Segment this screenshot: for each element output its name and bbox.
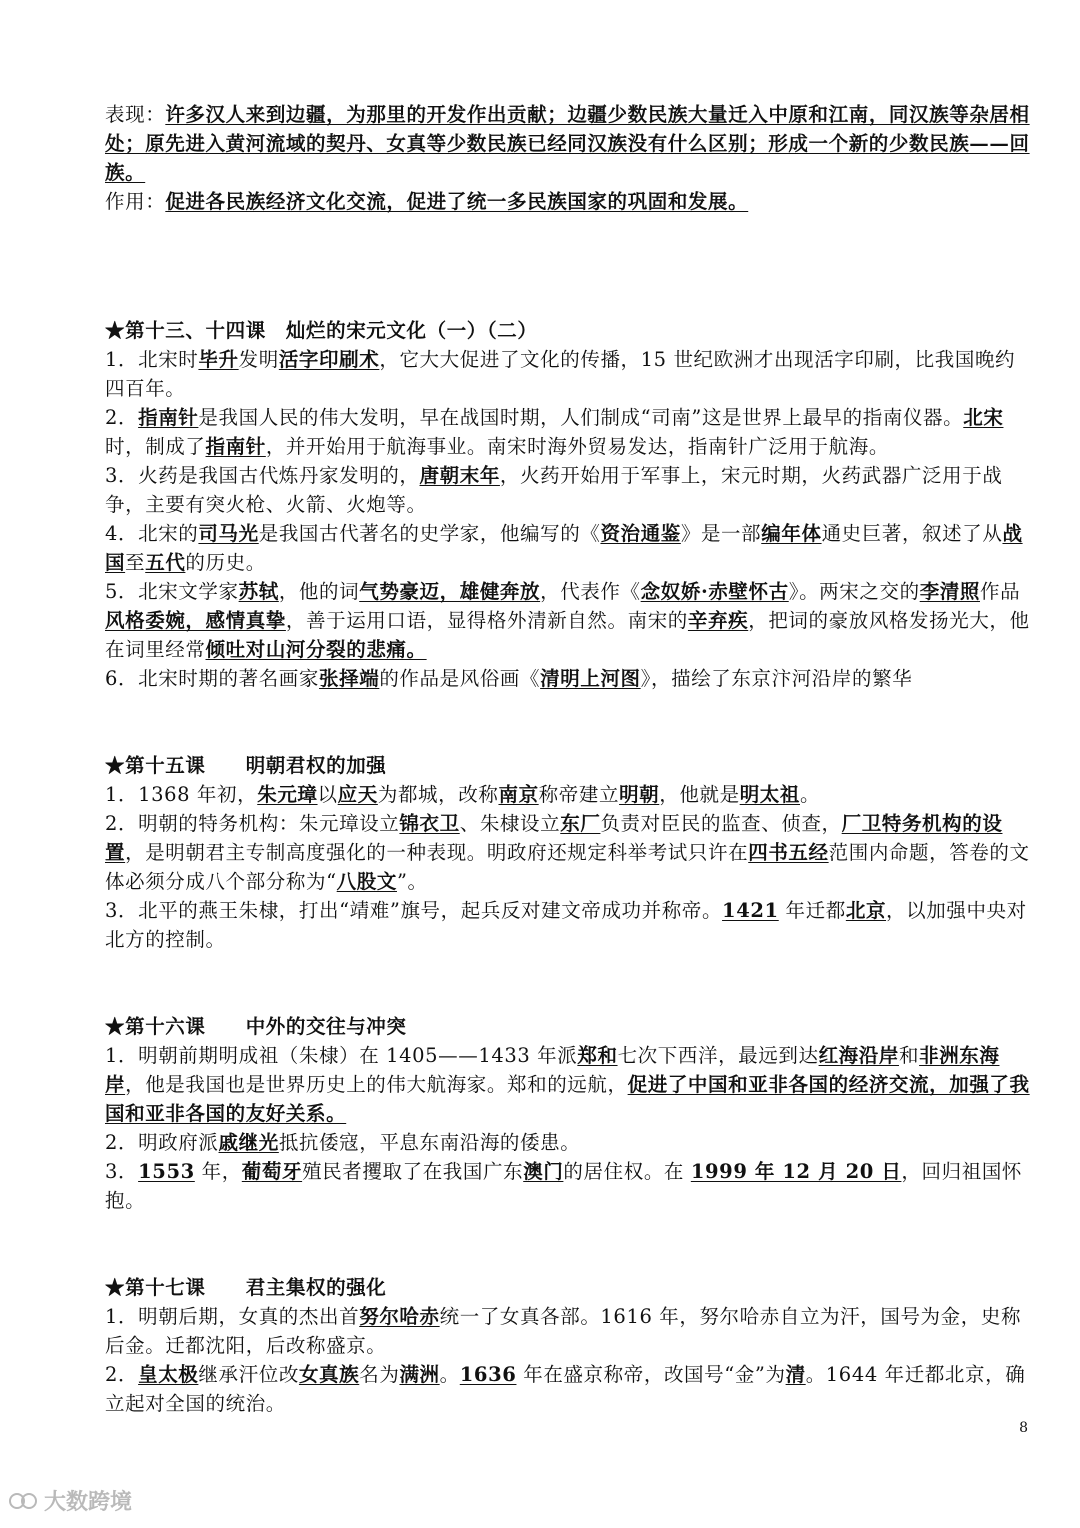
text-run: 至 xyxy=(125,551,146,574)
lesson-title: ★第十六课 中外的交往与冲突 xyxy=(105,1015,407,1038)
text-run: 范围内命题，答卷的文体必须分成八个部分称为“ xyxy=(105,841,1030,893)
text-run: ，把词的豪放风格发扬光大，他在词里经常 xyxy=(105,609,1030,661)
text-run: ，代表作《 xyxy=(540,580,641,603)
page-number: 8 xyxy=(1019,1420,1028,1436)
text-run: ，他就是 xyxy=(659,783,740,806)
key-term: 努尔哈赤 xyxy=(359,1305,440,1328)
key-term: 战国 xyxy=(105,522,1023,574)
text-run: 殖民者攫取了在我国广东 xyxy=(302,1160,524,1183)
lesson-title: ★第十七课 君主集权的强化 xyxy=(105,1276,387,1299)
key-term: 八股文 xyxy=(336,870,397,893)
text-run: 1．明朝后期，女真的杰出首 xyxy=(105,1305,360,1328)
text-run: 七次下西洋，最远到达 xyxy=(617,1044,819,1067)
key-term: 满洲 xyxy=(399,1363,440,1386)
text-run: 是我国古代著名的史学家，他编写的《 xyxy=(258,522,601,545)
key-term: 促进各民族经济文化交流，促进了统一多民族国家的巩固和发展。 xyxy=(165,190,749,213)
lesson-paragraph xyxy=(105,664,1035,693)
key-term: 气势豪迈，雄健奔放 xyxy=(359,580,541,603)
text-run: 和 xyxy=(898,1044,920,1067)
key-term: 毕升 xyxy=(198,348,239,371)
text-run: 年， xyxy=(194,1160,242,1183)
key-term: 应天 xyxy=(337,783,378,806)
text-run: 。 xyxy=(800,783,821,806)
key-term: 风格委婉，感情真挚 xyxy=(105,609,286,632)
text-run: 年在盛京称帝，改国号“金”为 xyxy=(516,1363,786,1386)
lesson-paragraph xyxy=(105,1360,1035,1418)
key-term: 许多汉人来到边疆，为那里的开发作出贡献；边疆少数民族大量迁入中原和江南，同汉族等杂居相处；原先进入黄河流域的契丹、女真等少数民族已经同汉族没有什么区别；形成一个新的少数民族——回族。 xyxy=(105,103,1030,184)
key-term: 厂卫特务机构的设置 xyxy=(105,812,1003,864)
text-run: ，并开始用于航海事业。南宋时海外贸易发达，指南针广泛用于航海。 xyxy=(265,435,889,458)
key-term: 李清照 xyxy=(919,580,980,603)
intro-paragraph xyxy=(105,100,1035,187)
text-run: 年迁都 xyxy=(778,899,846,922)
lesson-paragraph xyxy=(105,403,1035,461)
text-run: 作用： xyxy=(105,190,166,213)
text-run: ，火药开始用于军事上，宋元时期，火药武器广泛用于战争，主要有突火枪、火箭、火炮等。 xyxy=(105,464,1003,516)
key-term: 清明上河图 xyxy=(540,667,641,690)
watermark xyxy=(8,1485,132,1516)
key-term: 葡萄牙 xyxy=(241,1160,303,1183)
text-run: 3．北平的燕王朱棣，打出“靖难”旗号，起兵反对建文帝成功并称帝。 xyxy=(105,899,723,922)
text-run: 。 xyxy=(439,1363,460,1386)
text-run: 2．明朝的特务机构：朱元璋设立 xyxy=(105,812,400,835)
key-term: 清 xyxy=(785,1363,806,1386)
lesson-paragraph xyxy=(105,461,1035,519)
text-run: 3．火药是我国古代炼丹家发明的， xyxy=(105,464,420,487)
text-run: ，他是我国也是世界历史上的伟大航海家。郑和的远航， xyxy=(125,1073,628,1096)
key-term: 四书五经 xyxy=(748,841,829,864)
key-term: 朱元璋 xyxy=(257,783,318,806)
key-term: 锦衣卫 xyxy=(399,812,460,835)
key-term: 东厂 xyxy=(560,812,601,835)
key-term: 指南针 xyxy=(138,406,199,429)
text-run: 通史巨著，叙述了从 xyxy=(821,522,1003,545)
key-term: 戚继光 xyxy=(218,1131,279,1154)
key-term: 活字印刷术 xyxy=(278,348,380,371)
lesson-title: ★第十三、十四课 灿烂的宋元文化（一）（二） xyxy=(105,319,538,342)
key-term: 苏轼 xyxy=(238,580,279,603)
text-run: 、朱棣设立 xyxy=(459,812,561,835)
text-run: ，善于运用口语，显得格外清新自然。南宋的 xyxy=(285,609,688,632)
key-term: 司马光 xyxy=(198,522,259,545)
text-run: ，是明朝君主专制高度强化的一种表现。明政府还规定科举考试只许在 xyxy=(125,841,749,864)
key-term: 编年体 xyxy=(761,522,822,545)
text-run: 继承汗位改 xyxy=(198,1363,299,1386)
intro-block xyxy=(105,100,1035,216)
key-term: 1999 年 12 月 20 日 xyxy=(690,1160,902,1183)
lesson-paragraph xyxy=(105,577,1035,664)
watermark-text: 大数跨境 xyxy=(44,1490,133,1515)
text-run: 。1644 年迁都北京，确立起对全国的统治。 xyxy=(105,1363,1026,1415)
text-run: 发明 xyxy=(238,348,279,371)
text-run: 2． xyxy=(105,406,139,429)
lesson-paragraph xyxy=(105,1157,1035,1215)
lesson-section xyxy=(105,751,1035,954)
text-run: 是我国人民的伟大发明，早在战国时期，人们制成“司南”这是世界上最早的指南仪器。 xyxy=(198,406,964,429)
key-term: 资治通鉴 xyxy=(600,522,681,545)
key-term: 红海沿岸 xyxy=(818,1044,899,1067)
lesson-paragraph xyxy=(105,809,1035,896)
lesson-section xyxy=(105,1012,1035,1215)
logo-icon xyxy=(8,1490,38,1512)
lesson-paragraph xyxy=(105,519,1035,577)
key-term: 促进了中国和亚非各国的经济交流，加强了我国和亚非各国的友好关系。 xyxy=(105,1073,1030,1125)
lesson-sections xyxy=(105,316,1035,1418)
lesson-paragraph xyxy=(105,1128,1035,1157)
key-term: 1421 xyxy=(722,899,779,922)
text-run: 2． xyxy=(105,1363,139,1386)
text-run: 负责对臣民的监查、侦查， xyxy=(600,812,842,835)
document-body xyxy=(105,100,1035,1418)
key-term: 女真族 xyxy=(298,1363,360,1386)
text-run: 》，描绘了东京汴河沿岸的繁华 xyxy=(640,667,913,690)
key-term: 南京 xyxy=(498,783,539,806)
lesson-paragraph xyxy=(105,345,1035,403)
key-term: 指南针 xyxy=(205,435,266,458)
key-term: 唐朝末年 xyxy=(419,464,500,487)
key-term: 郑和 xyxy=(577,1044,618,1067)
text-run: 》。两宋之交的 xyxy=(788,580,920,603)
lesson-paragraph xyxy=(105,780,1035,809)
text-run: 5．北宋文学家 xyxy=(105,580,239,603)
text-run: 以 xyxy=(317,783,338,806)
key-term: 明朝 xyxy=(619,783,660,806)
lesson-section xyxy=(105,1273,1035,1418)
key-term: 明太祖 xyxy=(739,783,800,806)
text-run: 3． xyxy=(105,1160,139,1183)
text-run: 1．明朝前期明成祖（朱棣）在 1405——1433 年派 xyxy=(105,1044,578,1067)
key-term: 北京 xyxy=(845,899,887,922)
text-run: 抵抗倭寇，平息东南沿海的倭患。 xyxy=(278,1131,581,1154)
text-run: 4．北宋的 xyxy=(105,522,199,545)
text-run: ，以加强中央对北方的控制。 xyxy=(105,899,1027,951)
text-run: ，回归祖国怀抱。 xyxy=(105,1160,1023,1212)
text-run: 称帝建立 xyxy=(538,783,620,806)
key-term: 五代 xyxy=(145,551,186,574)
text-run: 6．北宋时期的著名画家 xyxy=(105,667,320,690)
key-term: 辛弃疾 xyxy=(687,609,749,632)
key-term: 皇太极 xyxy=(138,1363,199,1386)
text-run: 的历史。 xyxy=(185,551,266,574)
text-run: 的居住权。在 xyxy=(563,1160,691,1183)
text-run: ，它大大促进了文化的传播，15 世纪欧洲才出现活字印刷，比我国晚约四百年。 xyxy=(105,348,1016,400)
text-run: 统一了女真各部。1616 年，努尔哈赤自立为汗，国号为金，史称后金。迁都沈阳，后改称盛京。 xyxy=(105,1305,1022,1357)
text-run: 名为 xyxy=(359,1363,400,1386)
key-term: 念奴娇·赤壁怀古 xyxy=(640,580,789,603)
text-run: 1．1368 年初， xyxy=(105,783,258,806)
key-term: 倾吐对山河分裂的悲痛。 xyxy=(205,638,427,661)
text-run: 时，制成了 xyxy=(105,435,206,458)
lesson-section xyxy=(105,316,1035,693)
lesson-title: ★第十五课 明朝君权的加强 xyxy=(105,754,387,777)
lesson-paragraph xyxy=(105,1302,1035,1360)
key-term: 1636 xyxy=(459,1363,517,1386)
text-run: 1．北宋时 xyxy=(105,348,199,371)
key-term: 北宋 xyxy=(963,406,1004,429)
text-run: 作品 xyxy=(980,580,1021,603)
key-term: 1553 xyxy=(138,1160,195,1183)
text-run: 2．明政府派 xyxy=(105,1131,219,1154)
key-term: 澳门 xyxy=(523,1160,564,1183)
text-run: 的作品是风俗画《 xyxy=(379,667,541,690)
intro-paragraph xyxy=(105,187,1035,216)
text-run: 为都城，改称 xyxy=(377,783,499,806)
key-term: 张择端 xyxy=(319,667,380,690)
text-run: 》是一部 xyxy=(680,522,762,545)
lesson-paragraph xyxy=(105,1041,1035,1128)
text-run: ，他的词 xyxy=(278,580,360,603)
key-term: 非洲东海岸 xyxy=(105,1044,1000,1096)
lesson-paragraph xyxy=(105,896,1035,954)
text-run: ”。 xyxy=(396,870,428,893)
text-run: 表现： xyxy=(105,103,166,126)
